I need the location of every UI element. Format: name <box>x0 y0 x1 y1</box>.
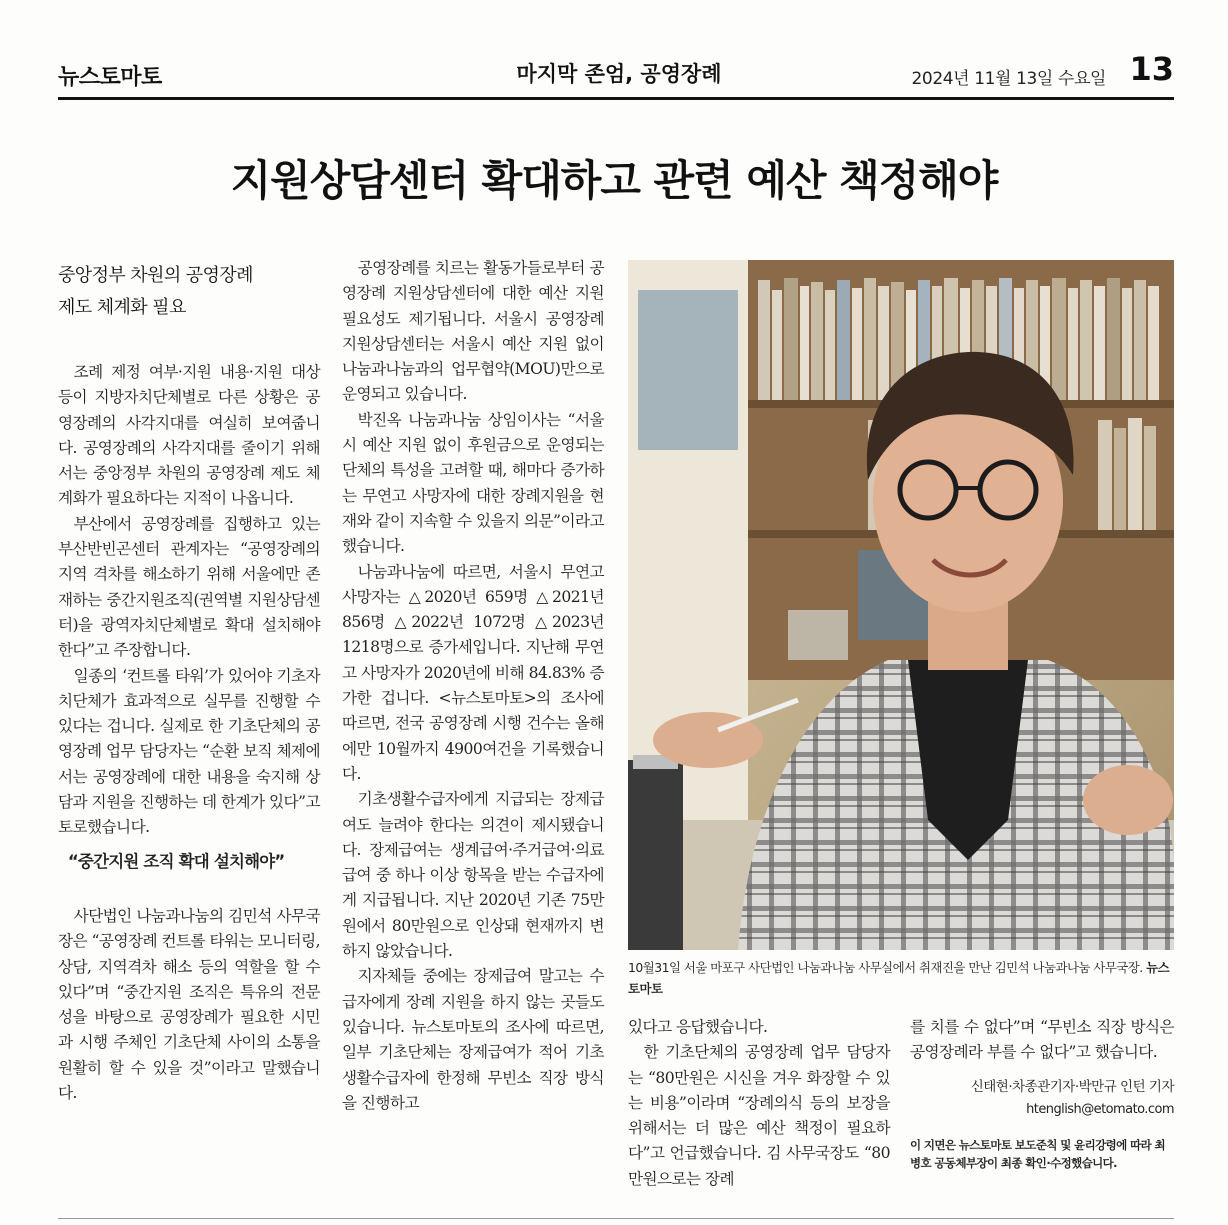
article-subheading <box>58 260 320 324</box>
paragraph: 지자체들 중에는 장제급여 말고는 수급자에게 장례 지원을 하지 않는 곳들도 있습니다. 뉴스토마토의 조사에 따르면, 일부 기초단체는 장제급여가 적어 기초생활수급자에 한정해 무빈소 직장 방식을 진행하고 <box>342 967 604 1112</box>
subheading-line: 중앙정부 차원의 공영장례 <box>58 265 253 286</box>
paragraph: 사단법인 나눔과나눔의 김민석 사무국장은 “공영장례 컨트롤 타워는 모니터링, 상담, 지역격차 해소 등의 역할을 할 수 있다”며 “중간지원 조직은 특유의 전문성을 바탕으로 공영장례가 필요한 시민과 시행 주체인 기초단체 사이의 소통을 원활히 할 수 있을 것”이라고 말했습니다. <box>58 906 320 1103</box>
reporter-byline: 신태현·차종관기자·박만규 인턴 기자 <box>970 1078 1174 1095</box>
paragraph: 일종의 ‘컨트롤 타워’가 있어야 기초자치단체가 효과적으로 실무를 진행할 수 있다는 겁니다. 실제로 한 기초단체의 공영장례 업무 담당자는 “순환 보직 체제에서는 공영장례에 대한 내용을 숙지해 상담과 지원을 진행하는 데 한계가 있다”고 토로했습니다. <box>58 666 320 837</box>
photo-illustration <box>628 260 1174 950</box>
article-column-2 <box>342 256 604 1116</box>
caption-text: 10월31일 서울 마포구 사단법인 나눔과나눔 사무실에서 취재진을 만난 김민석 나눔과나눔 사무국장. <box>628 960 1147 975</box>
editorial-note: 이 지면은 뉴스토마토 보도준칙 및 윤리강령에 따라 최병호 공동체부장이 최종 확인·수정했습니다. <box>910 1137 1166 1170</box>
section-title: 마지막 존엄, 공영장례 <box>516 62 722 86</box>
page-number: 13 <box>1129 50 1174 88</box>
masthead <box>58 50 1174 100</box>
article-column-4 <box>910 1015 1174 1172</box>
article-headline: 지원상담센터 확대하고 관련 예산 책정해야 <box>230 156 998 205</box>
article-column-1 <box>58 360 320 1106</box>
photo-credit: 뉴스토마토 <box>628 960 1170 996</box>
newspaper-brand: 뉴스토마토 <box>58 65 162 90</box>
paragraph: 있다고 응답했습니다. <box>628 1018 768 1036</box>
paragraph: 박진옥 나눔과나눔 상임이사는 “서울시 예산 지원 없이 후원금으로 운영되는 단체의 특성을 고려할 때, 해마다 증가하는 무연고 사망자에 대한 장례지원을 현재와 같이 지속할 수 있을지 의문”이라고 했습니다. <box>342 410 604 556</box>
paragraph: 나눔과나눔에 따르면, 서울시 무연고 사망자는 △2020년 659명 △2021년 856명 △2022년 1072명 △2023년 1218명으로 증가세입니다. 지난해 무연고 사망자가 2020년에 비해 84.83% 증가한 겁니다. <뉴스토마토>의 조사에 따르면, 전국 공영장례 시행 건수는 올해에만 10월까지 4900여건을 기록했습니다. <box>342 562 604 783</box>
reporter-email: htenglish@etomato.com <box>1026 1101 1174 1117</box>
paragraph: 기초생활수급자에게 지급되는 장제급여도 늘려야 한다는 의견이 제시됐습니다. 장제급여는 생계급여·주거급여·의료급여 중 하나 이상 항목을 받는 수급자에게 지급됩니다. 지난 2020년 기존 75만원에서 80만원으로 인상돼 현재까지 변하지 않았습니다. <box>342 790 604 961</box>
bottom-rule <box>58 1218 1174 1219</box>
paragraph: 공영장례를 치르는 활동가들로부터 공영장례 지원상담센터에 대한 예산 지원 필요성도 제기됩니다. 서울시 공영장례 지원상담센터는 서울시 예산 지원 없이 나눔과나눔과의 업무협약(MOU)만으로 운영되고 있습니다. <box>342 259 604 404</box>
paragraph: 조례 제정 여부·지원 내용·지원 대상 등이 지방자치단체별로 다른 상황은 공영장례의 사각지대를 여실히 보여줍니다. 공영장례의 사각지대를 줄이기 위해서는 중앙정부 차원의 공영장례 제도 체계화가 필요하다는 지적이 나옵니다. <box>58 363 320 508</box>
photo-caption <box>628 957 1174 999</box>
paragraph: 부산에서 공영장례를 집행하고 있는 부산반빈곤센터 관계자는 “공영장례의 지역 격차를 해소하기 위해 서울에만 존재하는 중간지원조직(권역별 지원상담센터)을 광역자치단체별로 확대 설치해야 한다”고 주장합니다. <box>58 514 320 660</box>
paragraph: 를 치를 수 없다”며 “무빈소 직장 방식은 공영장례라 부를 수 없다”고 했습니다. <box>910 1018 1174 1062</box>
article-column-3 <box>628 1015 890 1192</box>
mid-heading: “중간지원 조직 확대 설치해야” <box>67 851 285 871</box>
issue-date: 2024년 11월 13일 수요일 <box>911 69 1106 89</box>
subheading-line: 제도 체계화 필요 <box>58 297 186 318</box>
paragraph: 한 기초단체의 공영장례 업무 담당자는 “80만원은 시신을 겨우 화장할 수 있는 비용”이라며 “장례의식 등의 보장을 위해서는 더 많은 예산 책정이 필요하다”고 언급했습니다. 김 사무국장도 “80만원으로는 장례 <box>628 1043 890 1188</box>
article-photo <box>628 260 1174 950</box>
